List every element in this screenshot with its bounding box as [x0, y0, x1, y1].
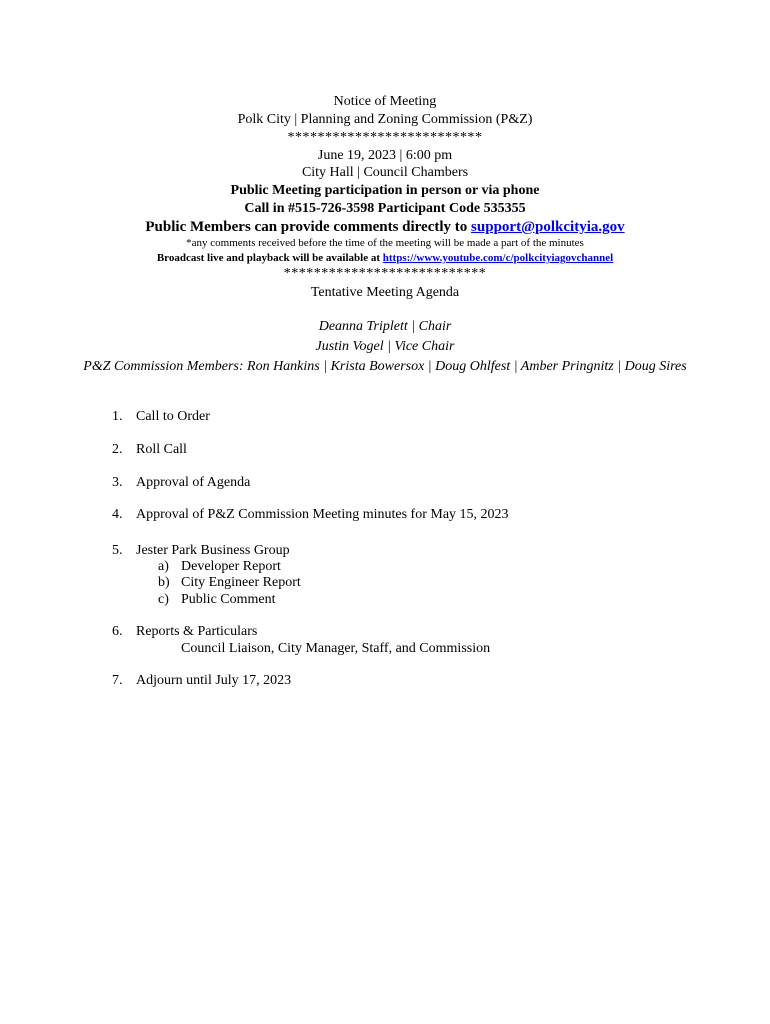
comments-prefix: Public Members can provide comments directly to [145, 219, 472, 235]
agenda-item-number: 3. [112, 475, 123, 490]
agenda-item [112, 673, 291, 689]
comments-line [0, 219, 770, 236]
agenda-item-text: Adjourn until July 17, 2023 [136, 673, 292, 688]
agenda-item-number: 6. [112, 624, 123, 639]
comments-disclaimer: *any comments received before the time of the meeting will be made a part of the minutes [186, 237, 584, 249]
agenda-subitem-text: Public Comment [181, 592, 276, 607]
agenda-item [112, 543, 290, 559]
org-title: Polk City | Planning and Zoning Commission (P&Z) [237, 112, 533, 127]
agenda-subitem-letter: a) [158, 559, 169, 574]
divider-stars-top: ************************** [287, 130, 483, 145]
agenda-item-text: Jester Park Business Group [136, 543, 290, 558]
agenda-item-number: 5. [112, 543, 123, 558]
reports-detail: Council Liaison, City Manager, Staff, and Commission [181, 641, 491, 656]
agenda-subitem-text: City Engineer Report [181, 575, 301, 590]
agenda-subitem-letter: c) [158, 592, 169, 607]
meeting-datetime: June 19, 2023 | 6:00 pm [317, 148, 453, 163]
agenda-item-number: 1. [112, 409, 123, 424]
agenda-item-number: 4. [112, 507, 123, 522]
support-email-link[interactable]: support@polkcityia.gov [471, 219, 625, 235]
broadcast-line [0, 252, 770, 264]
agenda-title: Tentative Meeting Agenda [310, 285, 460, 300]
agenda-item [112, 507, 509, 523]
agenda-subitem-letter: b) [158, 575, 170, 590]
youtube-channel-link[interactable]: https://www.youtube.com/c/polkcityiagovchannel [382, 252, 614, 264]
divider-stars-bottom: *************************** [283, 266, 487, 281]
agenda-item-text: Approval of Agenda [136, 475, 251, 490]
chair-name: Deanna Triplett | Chair [318, 319, 452, 334]
agenda-item [112, 624, 257, 640]
broadcast-prefix: Broadcast live and playback will be available at [156, 252, 383, 264]
agenda-item [112, 409, 210, 425]
agenda-subitem [158, 575, 301, 591]
agenda-item-text: Roll Call [136, 442, 187, 457]
agenda-item [112, 475, 250, 491]
agenda-item-number: 2. [112, 442, 123, 457]
agenda-item-text: Call to Order [136, 409, 210, 424]
vice-chair-name: Justin Vogel | Vice Chair [315, 339, 455, 354]
notice-heading: Notice of Meeting [333, 94, 437, 109]
call-in-info: Call in #515-726-3598 Participant Code 535355 [244, 201, 526, 216]
meeting-location: City Hall | Council Chambers [301, 165, 469, 180]
agenda-item-text: Approval of P&Z Commission Meeting minutes for May 15, 2023 [136, 507, 509, 522]
agenda-item-number: 7. [112, 673, 123, 688]
agenda-subitem-text: Developer Report [181, 559, 281, 574]
commission-members: P&Z Commission Members: Ron Hankins | Krista Bowersox | Doug Ohlfest | Amber Pringnitz | Doug Sires [83, 359, 687, 374]
agenda-subitem [158, 559, 281, 575]
agenda-subitem [158, 592, 276, 608]
agenda-item-text: Reports & Particulars [136, 624, 258, 639]
participation-note: Public Meeting participation in person or via phone [230, 183, 540, 198]
agenda-item [112, 442, 187, 458]
